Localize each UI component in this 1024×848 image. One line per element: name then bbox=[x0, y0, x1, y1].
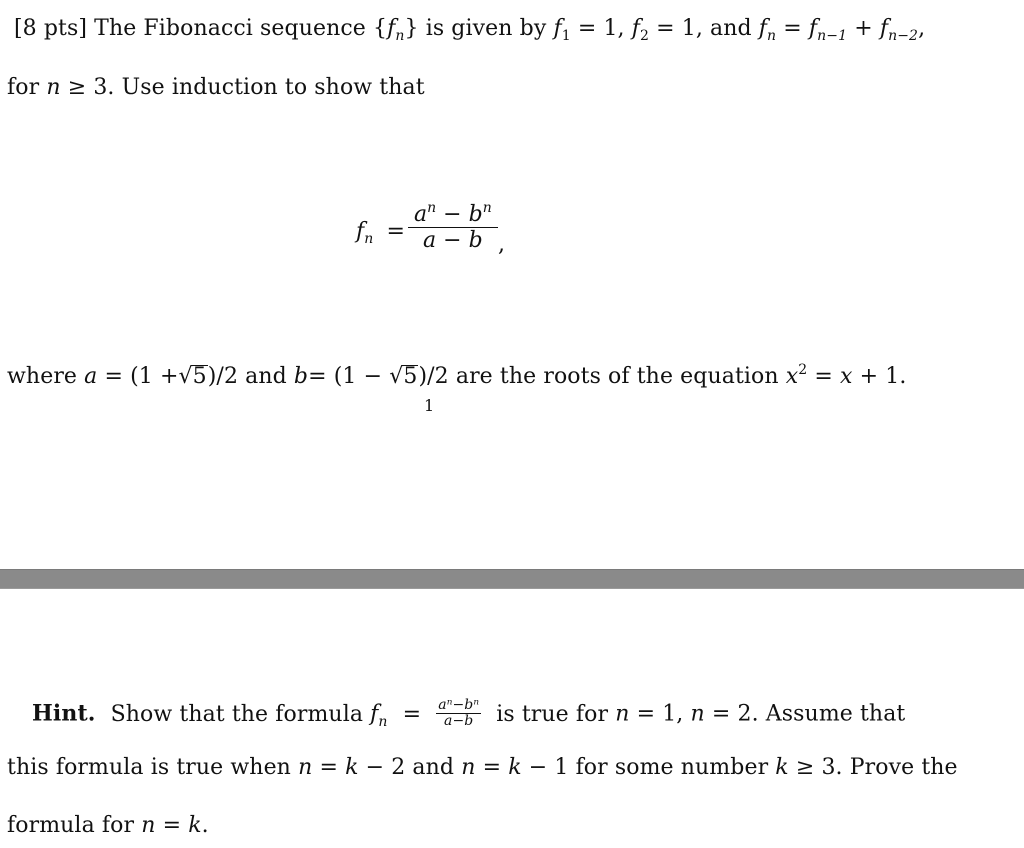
equation-equals: = bbox=[814, 364, 833, 389]
where-word: where bbox=[7, 364, 78, 389]
set-sub: n bbox=[395, 28, 405, 44]
page-separator bbox=[0, 569, 1024, 589]
display-comma: , bbox=[498, 232, 506, 257]
intro-text: The Fibonacci sequence bbox=[94, 16, 366, 41]
hint-line-3 bbox=[7, 815, 209, 837]
formula-equals: = bbox=[386, 219, 406, 244]
hint-l2-eq1: = bbox=[319, 755, 338, 780]
sqrt-sign-icon: √ bbox=[178, 364, 193, 389]
display-formula bbox=[356, 219, 406, 247]
problem-statement-line-1 bbox=[14, 16, 926, 44]
hint-line2-text: this formula is true when bbox=[7, 755, 291, 780]
hint-line3-text: formula for bbox=[7, 813, 135, 838]
hint-l2-ge: ≥ 3. Prove the bbox=[795, 755, 958, 780]
fraction-denominator: a − b bbox=[423, 228, 483, 254]
num-a: a bbox=[414, 202, 428, 227]
radicand-a: 5 bbox=[192, 364, 207, 389]
hint-l3-dot: . bbox=[201, 813, 209, 838]
hint-l2-m1: − 2 and bbox=[365, 755, 455, 780]
fn2-symbol: f bbox=[879, 16, 889, 41]
f1-value: = 1, bbox=[577, 16, 625, 41]
b-variable: b bbox=[293, 364, 309, 389]
problem-statement-line-2 bbox=[7, 77, 425, 99]
hint-line-2 bbox=[7, 757, 958, 779]
f2-subscript: 2 bbox=[639, 28, 649, 44]
hint-l2-n1: n bbox=[298, 755, 313, 780]
num-b-exp: n bbox=[482, 200, 492, 216]
formula-trailing-comma bbox=[498, 234, 505, 256]
fn-subscript: n bbox=[767, 28, 777, 44]
fn1-symbol: f bbox=[808, 16, 818, 41]
hint-l3-eq: = bbox=[162, 813, 182, 838]
hint-text-1: Show that the formula bbox=[110, 701, 364, 727]
hint-l2-eq2: = bbox=[482, 755, 502, 780]
for-word: for bbox=[7, 75, 40, 100]
hint-v2: = 2. Assume that bbox=[711, 701, 906, 727]
hint-l2-k3: k bbox=[775, 755, 789, 780]
x-variable: x bbox=[785, 364, 799, 389]
num-b: b bbox=[468, 202, 483, 227]
f2-value: = 1, bbox=[656, 16, 703, 41]
sqrt-5-b bbox=[389, 365, 418, 388]
set-close: } bbox=[404, 16, 419, 41]
hint-l2-m2: − 1 for some number bbox=[528, 755, 769, 780]
a-variable: a bbox=[84, 364, 98, 389]
x-exponent: 2 bbox=[798, 362, 808, 378]
radicand-b: 5 bbox=[403, 364, 418, 389]
set-open: { bbox=[373, 16, 388, 41]
fn1-subscript: n−1 bbox=[817, 28, 848, 44]
trailing-comma: , bbox=[918, 16, 926, 41]
where-line bbox=[7, 362, 907, 389]
points-label: [8 pts] bbox=[14, 16, 88, 41]
hint-frac-denominator: a−b bbox=[444, 712, 474, 729]
fn2-subscript: n−2 bbox=[888, 28, 919, 44]
f1-subscript: 1 bbox=[561, 28, 571, 44]
given-by-text: is given by bbox=[425, 16, 547, 41]
a-definition-start: = (1 + bbox=[104, 364, 179, 389]
set-f: f bbox=[387, 16, 396, 41]
hint-v1: = 1, bbox=[636, 701, 684, 727]
b-definition-end: )/2 are the roots of the equation bbox=[418, 364, 779, 389]
induction-text: ≥ 3. Use induction to show that bbox=[67, 75, 425, 100]
n-variable: n bbox=[46, 75, 61, 100]
hint-l3-n: n bbox=[141, 813, 156, 838]
num-a-exp: n bbox=[427, 200, 437, 216]
formula-fraction bbox=[408, 202, 498, 254]
hint-fraction bbox=[436, 698, 481, 728]
fn-symbol: f bbox=[758, 16, 768, 41]
equation-end: + 1. bbox=[859, 364, 907, 389]
hint-equals: = bbox=[402, 701, 422, 727]
hint-l2-k1: k bbox=[345, 755, 359, 780]
hint-f-subscript: n bbox=[378, 713, 388, 730]
hint-frac-numerator: aⁿ−bⁿ bbox=[438, 697, 480, 713]
hint-f: f bbox=[370, 701, 379, 727]
f2-symbol: f bbox=[631, 16, 640, 41]
hint-text-2: is true for bbox=[496, 701, 609, 727]
formula-f-subscript: n bbox=[364, 231, 374, 247]
plus-sign: + bbox=[854, 16, 873, 41]
hint-l2-k2: k bbox=[508, 755, 522, 780]
equals-sign: = bbox=[783, 16, 802, 41]
x-variable-rhs: x bbox=[840, 364, 853, 389]
a-definition-end: )/2 and bbox=[207, 364, 287, 389]
hint-n2: n bbox=[690, 701, 705, 727]
and-word: and bbox=[710, 16, 752, 41]
hint-l2-n2: n bbox=[461, 755, 476, 780]
sqrt-sign-icon: √ bbox=[389, 364, 404, 389]
sqrt-5-a bbox=[179, 365, 208, 388]
f1-symbol: f bbox=[553, 16, 562, 41]
formula-f: f bbox=[356, 219, 365, 244]
page-number: 1 bbox=[424, 396, 435, 415]
hint-line-1 bbox=[32, 698, 905, 728]
fraction-numerator bbox=[408, 202, 498, 227]
hint-n1: n bbox=[615, 701, 630, 727]
num-minus: − bbox=[443, 202, 462, 227]
hint-label: Hint. bbox=[32, 700, 96, 727]
b-definition-start: = (1 − bbox=[308, 364, 383, 389]
hint-l3-k: k bbox=[188, 813, 202, 838]
